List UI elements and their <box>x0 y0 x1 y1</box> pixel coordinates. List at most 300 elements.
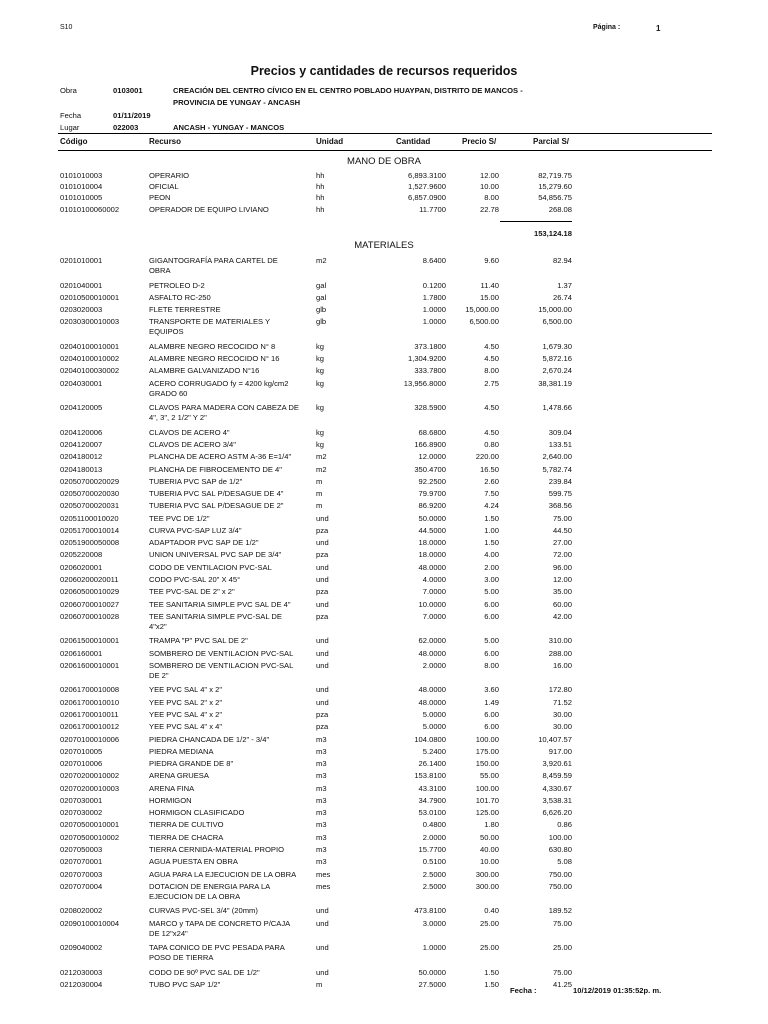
resource-code: 0204120005 <box>60 403 103 413</box>
resource-unit: m <box>316 501 323 511</box>
resource-name: PETROLEO D-2 <box>149 280 205 290</box>
resource-name: TEE PVC DE 1/2" <box>149 513 210 523</box>
resource-partial: 2,640.00 <box>542 452 572 462</box>
resource-partial: 133.51 <box>548 440 572 450</box>
resource-partial: 60.00 <box>552 599 572 609</box>
subtotal-rule <box>500 221 572 222</box>
header-rule-bottom <box>58 150 712 151</box>
resource-partial: 917.00 <box>548 746 572 756</box>
resource-unit: m3 <box>316 820 327 830</box>
resource-quantity: 18.0000 <box>418 538 446 548</box>
resource-price: 8.00 <box>484 193 499 203</box>
resource-code: 0212030004 <box>60 979 103 989</box>
resource-name: YEE PVC SAL 4" x 4" <box>149 722 223 732</box>
obra-label: Obra <box>60 86 77 95</box>
resource-name: OFICIAL <box>149 182 179 192</box>
resource-unit: kg <box>316 440 325 450</box>
resource-name: TUBO PVC SAP 1/2" <box>149 979 221 989</box>
resource-name: SOMBRERO DE VENTILACION PVC-SAL DE 2" <box>149 660 294 680</box>
resource-name: CODO PVC-SAL 20" X 45° <box>149 575 241 585</box>
resource-partial: 96.00 <box>552 562 572 572</box>
resource-unit: und <box>316 513 329 523</box>
resource-quantity: 373.1800 <box>414 341 446 351</box>
resource-code: 02061700010008 <box>60 685 120 695</box>
lugar-name: ANCASH - YUNGAY - MANCOS <box>173 123 285 132</box>
resource-unit: pza <box>316 525 329 535</box>
resource-quantity: 68.6800 <box>418 427 446 437</box>
section-title-mano-de-obra: MANO DE OBRA <box>347 156 421 167</box>
resource-partial: 8,459.59 <box>542 771 572 781</box>
resource-code: 02051100010020 <box>60 513 119 523</box>
resource-price: 55.00 <box>479 771 499 781</box>
resource-code: 0208020002 <box>60 906 103 916</box>
resource-price: 8.00 <box>484 366 499 376</box>
resource-unit: gal <box>316 280 327 290</box>
resource-price: 7.50 <box>484 489 499 499</box>
resource-price: 25.00 <box>479 943 499 953</box>
resource-price: 6.00 <box>484 648 499 658</box>
resource-price: 3.60 <box>484 685 499 695</box>
resource-partial: 599.75 <box>548 489 572 499</box>
resource-price: 25.00 <box>479 918 499 928</box>
resource-price: 5.00 <box>484 587 499 597</box>
resource-quantity: 79.9700 <box>418 489 446 499</box>
resource-quantity: 10.0000 <box>418 599 446 609</box>
resource-unit: mes <box>316 881 331 891</box>
resource-partial: 239.84 <box>548 476 572 486</box>
resource-quantity: 153.8100 <box>414 771 446 781</box>
resource-quantity: 26.1400 <box>418 759 446 769</box>
resource-quantity: 0.1200 <box>422 280 446 290</box>
resource-name: DOTACION DE ENERGIA PARA LA EJECUCION DE LA OBRA <box>149 881 270 901</box>
resource-unit: m3 <box>316 771 327 781</box>
resource-unit: und <box>316 943 329 953</box>
resource-quantity: 1,304.9200 <box>407 354 446 364</box>
resource-unit: pza <box>316 587 329 597</box>
resource-code: 02061600010001 <box>60 660 120 670</box>
resource-code: 02070200010002 <box>60 771 120 781</box>
resource-partial: 26.74 <box>552 292 572 302</box>
resource-unit: und <box>316 599 329 609</box>
resource-code: 0207010006 <box>60 759 103 769</box>
resource-price: 1.49 <box>484 697 499 707</box>
resource-quantity: 2.5000 <box>422 869 446 879</box>
resource-quantity: 5.2400 <box>422 746 446 756</box>
resource-code: 0201010001 <box>60 256 103 265</box>
resource-unit: m3 <box>316 746 327 756</box>
resource-quantity: 0.4800 <box>422 820 446 830</box>
resource-code: 02070500010002 <box>60 832 120 842</box>
resource-code: 0207050003 <box>60 844 103 854</box>
resource-price: 12.00 <box>479 171 499 180</box>
resource-unit: m3 <box>316 832 327 842</box>
resource-quantity: 34.7900 <box>418 795 446 805</box>
resource-partial: 44.50 <box>552 525 572 535</box>
resource-name: PIEDRA GRANDE DE 8" <box>149 759 234 769</box>
resource-quantity: 12.0000 <box>418 452 446 462</box>
resource-partial: 15,000.00 <box>538 305 572 315</box>
resource-code: 0101010005 <box>60 193 103 203</box>
resource-unit: gal <box>316 292 327 302</box>
resource-partial: 0.86 <box>557 820 572 830</box>
resource-name: FLETE TERRESTRE <box>149 305 221 315</box>
resource-partial: 75.00 <box>552 918 572 928</box>
obra-name-line1: CREACIÓN DEL CENTRO CÍVICO EN EL CENTRO POBLADO HUAYPAN, DISTRITO DE MANCOS - <box>173 86 523 95</box>
resource-partial: 2,670.24 <box>542 366 572 376</box>
resource-quantity: 6,857.0900 <box>407 193 446 203</box>
resource-code: 0204030001 <box>60 378 103 388</box>
resource-partial: 309.04 <box>548 427 572 437</box>
resource-unit: hh <box>316 204 325 214</box>
resource-unit: glb <box>316 317 327 327</box>
resource-code: 0101010003 <box>60 171 103 180</box>
resource-partial: 3,920.61 <box>542 759 572 769</box>
resource-price: 1.80 <box>484 820 499 830</box>
resource-price: 220.00 <box>475 452 499 462</box>
resource-price: 2.75 <box>484 378 499 388</box>
resource-quantity: 6,893.3100 <box>407 171 446 180</box>
resource-price: 15,000.00 <box>465 305 499 315</box>
resource-unit: und <box>316 538 329 548</box>
resource-name: HORMIGON CLASIFICADO <box>149 808 245 818</box>
resource-quantity: 48.0000 <box>418 648 446 658</box>
resource-code: 02030300010003 <box>60 317 120 327</box>
resource-price: 3.00 <box>484 575 499 585</box>
resource-price: 1.00 <box>484 525 499 535</box>
resource-code: 0204180013 <box>60 464 103 474</box>
resource-quantity: 1.7800 <box>422 292 446 302</box>
lugar-label: Lugar <box>60 123 80 132</box>
resource-price: 10.00 <box>479 182 499 192</box>
resource-price: 8.00 <box>484 660 499 670</box>
resource-price: 1.50 <box>484 538 499 548</box>
resource-name: CODO DE VENTILACION PVC-SAL <box>149 562 272 572</box>
resource-price: 5.00 <box>484 636 499 646</box>
resource-quantity: 48.0000 <box>418 685 446 695</box>
resource-name: YEE PVC SAL 4" x 2" <box>149 709 223 719</box>
col-header-codigo: Código <box>60 137 88 146</box>
resource-quantity: 1.0000 <box>422 305 446 315</box>
resource-unit: m2 <box>316 256 327 265</box>
resource-quantity: 53.0100 <box>418 808 446 818</box>
resource-partial: 172.80 <box>548 685 572 695</box>
resource-price: 16.50 <box>479 464 499 474</box>
resource-code: 02040100010001 <box>60 341 120 351</box>
resource-name: ALAMBRE GALVANIZADO N°16 <box>149 366 260 376</box>
resource-unit: und <box>316 967 329 977</box>
col-header-unidad: Unidad <box>316 137 344 146</box>
resource-quantity: 5.0000 <box>422 709 446 719</box>
resource-name: CLAVOS DE ACERO 4" <box>149 427 230 437</box>
resource-code: 02050700020030 <box>60 489 120 499</box>
resource-price: 1.50 <box>484 967 499 977</box>
obra-code: 0103001 <box>113 86 143 95</box>
resource-partial: 368.56 <box>548 501 572 511</box>
resource-unit: m <box>316 979 323 989</box>
resource-quantity: 2.0000 <box>422 832 446 842</box>
resource-quantity: 11.7700 <box>419 204 446 214</box>
resource-unit: m3 <box>316 759 327 769</box>
resource-unit: glb <box>316 305 327 315</box>
resource-partial: 41.25 <box>552 979 572 989</box>
section-title-materiales: MATERIALES <box>354 240 414 251</box>
resource-name: ALAMBRE NEGRO RECOCIDO N° 16 <box>149 354 280 364</box>
resource-partial: 15,279.60 <box>538 182 572 192</box>
resource-name: TIERRA DE CHACRA <box>149 832 224 842</box>
report-title: Precios y cantidades de recursos requeridos <box>250 64 518 78</box>
resource-code: 0204120007 <box>60 440 103 450</box>
resource-code: 02090100010004 <box>60 918 120 928</box>
resource-code: 02060200020011 <box>60 575 119 585</box>
resource-name: YEE PVC SAL 4" x 2" <box>149 685 223 695</box>
resource-unit: und <box>316 648 329 658</box>
resource-code: 0207070003 <box>60 869 103 879</box>
resource-unit: und <box>316 697 329 707</box>
resource-code: 02061700010012 <box>60 722 120 732</box>
resource-partial: 42.00 <box>552 611 572 621</box>
resource-partial: 71.52 <box>552 697 572 707</box>
resource-price: 4.50 <box>484 354 499 364</box>
resource-unit: m2 <box>316 452 327 462</box>
resource-price: 150.00 <box>475 759 499 769</box>
resource-name: TRAMPA "P" PVC SAL DE 2" <box>149 636 248 646</box>
resource-code: 0207010005 <box>60 746 103 756</box>
footer-fecha-value: 10/12/2019 01:35:52p. m. <box>573 986 662 995</box>
resource-quantity: 7.0000 <box>422 611 446 621</box>
resource-price: 300.00 <box>475 881 499 891</box>
resource-unit: m <box>316 489 323 499</box>
resource-unit: und <box>316 660 329 670</box>
resource-name: CLAVOS PARA MADERA CON CABEZA DE 4", 3", 2 1/2" Y 2" <box>149 403 299 423</box>
resource-name: TUBERIA PVC SAP de 1/2" <box>149 476 243 486</box>
resource-code: 02070200010003 <box>60 783 120 793</box>
resource-name: TIERRA CERNIDA-MATERIAL PROPIO <box>149 844 285 854</box>
resource-code: 0207030002 <box>60 808 103 818</box>
resource-name: TUBERIA PVC SAL P/DESAGUE DE 4" <box>149 489 284 499</box>
resource-price: 6.00 <box>484 722 499 732</box>
resource-code: 02060500010029 <box>60 587 120 597</box>
resource-unit: hh <box>316 182 325 192</box>
resource-price: 2.00 <box>484 562 499 572</box>
resource-name: GIGANTOGRAFÍA PARA CARTEL DE OBRA <box>149 256 278 275</box>
resource-partial: 1,679.30 <box>542 341 572 351</box>
resource-partial: 288.00 <box>548 648 572 658</box>
resource-code: 0204120006 <box>60 427 103 437</box>
resource-price: 40.00 <box>479 844 499 854</box>
resource-code: 0207030001 <box>60 795 103 805</box>
resource-code: 0207070001 <box>60 857 103 867</box>
resource-price: 6.00 <box>484 611 499 621</box>
resource-code: 02010500010001 <box>60 292 120 302</box>
resource-unit: kg <box>316 354 325 364</box>
resource-name: OPERADOR DE EQUIPO LIVIANO <box>149 204 269 214</box>
resource-partial: 54,856.75 <box>538 193 572 203</box>
resource-unit: kg <box>316 366 325 376</box>
resource-name: CLAVOS DE ACERO 3/4" <box>149 440 236 450</box>
resource-partial: 10,407.57 <box>538 734 572 744</box>
resource-code: 02070500010001 <box>60 820 120 830</box>
resource-partial: 100.00 <box>548 832 572 842</box>
resource-partial: 750.00 <box>548 869 572 879</box>
resource-price: 175.00 <box>475 746 499 756</box>
resource-name: ALAMBRE NEGRO RECOCIDO N° 8 <box>149 341 276 351</box>
resource-name: ARENA FINA <box>149 783 195 793</box>
resource-name: ADAPTADOR PVC SAP DE 1/2" <box>149 538 259 548</box>
resource-unit: m3 <box>316 844 327 854</box>
resource-price: 50.00 <box>479 832 499 842</box>
resource-name: TEE SANITARIA SIMPLE PVC SAL DE 4" <box>149 599 291 609</box>
resource-quantity: 5.0000 <box>422 722 446 732</box>
resource-code: 0212030003 <box>60 967 103 977</box>
resource-unit: m3 <box>316 808 327 818</box>
system-code: S10 <box>60 24 73 31</box>
resource-unit: kg <box>316 378 325 388</box>
resource-partial: 5.08 <box>557 857 572 867</box>
resource-price: 4.24 <box>484 501 499 511</box>
resource-name: ASFALTO RC-250 <box>149 292 211 302</box>
resource-price: 10.00 <box>479 857 499 867</box>
resource-partial: 75.00 <box>552 967 572 977</box>
resource-price: 0.80 <box>484 440 499 450</box>
resource-code: 0101010004 <box>60 182 103 192</box>
resource-unit: m3 <box>316 734 327 744</box>
resource-quantity: 48.0000 <box>418 562 446 572</box>
resource-unit: m3 <box>316 783 327 793</box>
resource-quantity: 0.5100 <box>422 857 446 867</box>
resource-name: TRANSPORTE DE MATERIALES Y EQUIPOS <box>149 317 270 337</box>
resource-price: 2.60 <box>484 476 499 486</box>
resource-code: 0207070004 <box>60 881 103 891</box>
resource-price: 4.50 <box>484 341 499 351</box>
resource-price: 125.00 <box>475 808 499 818</box>
resource-quantity: 104.0800 <box>414 734 446 744</box>
page-label: Página : <box>593 24 621 31</box>
resource-partial: 750.00 <box>548 881 572 891</box>
resource-quantity: 3.0000 <box>422 918 446 928</box>
resource-partial: 5,782.74 <box>542 464 572 474</box>
resource-partial: 5,872.16 <box>542 354 572 364</box>
resource-code: 02050700020031 <box>60 501 120 511</box>
fecha-label: Fecha <box>60 111 82 120</box>
resource-unit: pza <box>316 550 329 560</box>
resource-name: PEON <box>149 193 171 203</box>
resource-code: 01010100060002 <box>60 204 120 214</box>
resource-partial: 38,381.19 <box>538 378 572 388</box>
resource-code: 02051900050008 <box>60 538 120 548</box>
page-number: 1 <box>656 24 661 33</box>
col-header-cantidad: Cantidad <box>396 137 431 146</box>
resource-unit: kg <box>316 427 325 437</box>
resource-quantity: 166.8900 <box>414 440 446 450</box>
resource-quantity: 50.0000 <box>418 513 446 523</box>
resource-partial: 4,330.67 <box>542 783 572 793</box>
resource-price: 300.00 <box>475 869 499 879</box>
resource-price: 4.00 <box>484 550 499 560</box>
resource-name: MARCO y TAPA DE CONCRETO P/CAJA DE 12"x24" <box>149 918 290 938</box>
resource-price: 11.40 <box>480 280 499 290</box>
resource-name: AGUA PUESTA EN OBRA <box>149 857 238 867</box>
resource-name: TEE SANITARIA SIMPLE PVC-SAL DE 4"x2" <box>149 611 282 631</box>
resource-name: CURVAS PVC-SEL 3/4" (20mm) <box>149 906 258 916</box>
resource-code: 0201040001 <box>60 280 103 290</box>
resource-quantity: 473.8100 <box>414 906 446 916</box>
col-header-recurso: Recurso <box>149 137 182 146</box>
resource-price: 22.78 <box>479 204 499 214</box>
resource-code: 02070100010006 <box>60 734 120 744</box>
resource-quantity: 2.0000 <box>422 660 446 670</box>
resource-partial: 30.00 <box>552 722 572 732</box>
resource-name: TUBERIA PVC SAL P/DESAGUE DE 2" <box>149 501 284 511</box>
subtotal-mano-de-obra: 153,124.18 <box>533 229 572 238</box>
footer-fecha-label: Fecha : <box>510 986 537 995</box>
resource-unit: m3 <box>316 857 327 867</box>
resource-quantity: 48.0000 <box>418 697 446 707</box>
resource-code: 0209040002 <box>60 943 103 953</box>
resource-code: 02051700010014 <box>60 525 120 535</box>
resource-partial: 12.00 <box>552 575 572 585</box>
resource-name: PIEDRA MEDIANA <box>149 746 214 756</box>
resource-code: 02061700010010 <box>60 697 120 707</box>
resource-name: CODO DE 90º PVC SAL DE 1/2" <box>149 967 260 977</box>
resource-name: PLANCHA DE FIBROCEMENTO DE 4" <box>149 464 282 474</box>
resource-name: UNION UNIVERSAL PVC SAP DE 3/4" <box>149 550 282 560</box>
resource-unit: mes <box>316 869 331 879</box>
resource-name: ARENA GRUESA <box>149 771 209 781</box>
resource-name: SOMBRERO DE VENTILACION PVC-SAL <box>149 648 294 658</box>
resource-quantity: 1.0000 <box>422 317 446 327</box>
resource-unit: kg <box>316 403 325 413</box>
resource-unit: hh <box>316 193 325 203</box>
resource-code: 02061500010001 <box>60 636 120 646</box>
resource-quantity: 328.5900 <box>414 403 446 413</box>
resource-price: 1.50 <box>484 513 499 523</box>
resource-unit: m <box>316 476 323 486</box>
resource-name: TEE PVC-SAL DE 2" x 2" <box>149 587 235 597</box>
resource-quantity: 2.5000 <box>422 881 446 891</box>
resource-unit: hh <box>316 171 325 180</box>
lugar-code: 022003 <box>113 123 139 132</box>
resource-quantity: 7.0000 <box>422 587 446 597</box>
resource-price: 100.00 <box>475 734 499 744</box>
resource-partial: 75.00 <box>552 513 572 523</box>
resource-partial: 268.08 <box>548 204 572 214</box>
resource-quantity: 50.0000 <box>418 967 446 977</box>
resource-quantity: 4.0000 <box>422 575 446 585</box>
resource-quantity: 92.2500 <box>418 476 446 486</box>
resource-quantity: 27.5000 <box>418 979 446 989</box>
resource-quantity: 333.7800 <box>414 366 446 376</box>
resource-name: CURVA PVC-SAP LUZ 3/4" <box>149 525 242 535</box>
resource-unit: und <box>316 562 329 572</box>
resource-partial: 35.00 <box>552 587 572 597</box>
resource-price: 6.00 <box>484 599 499 609</box>
resource-unit: pza <box>316 611 329 621</box>
resource-partial: 630.80 <box>548 844 572 854</box>
resource-code: 02060700010027 <box>60 599 120 609</box>
resource-code: 02040100010002 <box>60 354 120 364</box>
resource-unit: pza <box>316 722 329 732</box>
resource-quantity: 86.9200 <box>418 501 446 511</box>
resource-unit: und <box>316 906 329 916</box>
resource-unit: und <box>316 636 329 646</box>
resource-price: 4.50 <box>484 427 499 437</box>
resource-partial: 82.94 <box>552 256 572 265</box>
col-header-parcial: Parcial S/ <box>533 137 570 146</box>
resource-partial: 6,500.00 <box>542 317 572 327</box>
resource-quantity: 15.7700 <box>418 844 446 854</box>
resource-quantity: 44.5000 <box>418 525 446 535</box>
resource-partial: 27.00 <box>552 538 572 548</box>
